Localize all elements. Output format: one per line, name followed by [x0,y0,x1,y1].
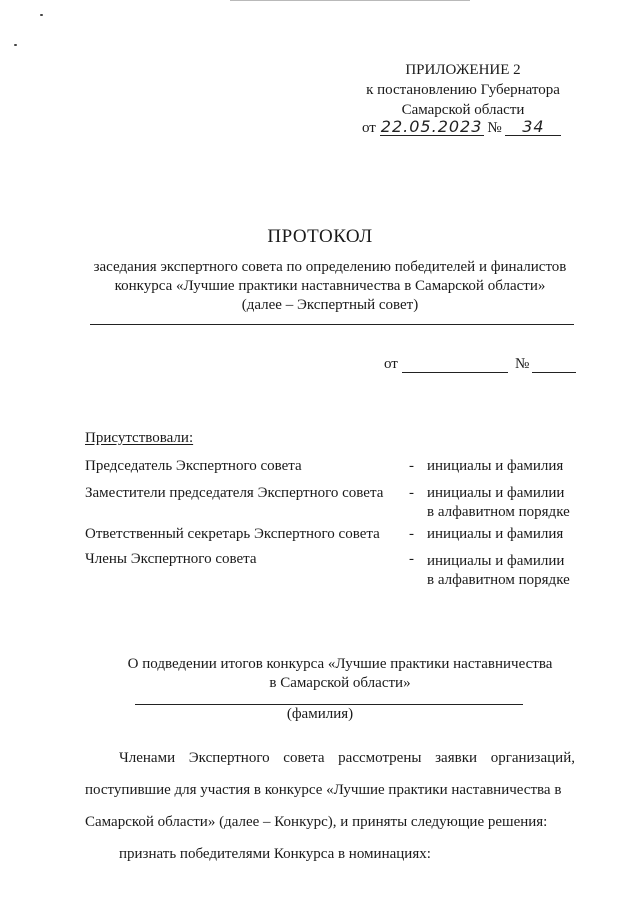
appendix-resolution-line: к постановлению Губернатора [366,82,560,98]
winners-paragraph [119,838,609,870]
attendance-dash: - [409,551,414,567]
attendance-value-deputies [427,484,570,522]
appendix-date-prefix: от [362,120,376,136]
subtitle-line-3: (далее – Экспертный совет) [241,297,419,313]
attendance-value-line: инициалы и фамилии [427,485,565,501]
attendance-value-line: в алфавитном порядке [427,504,570,520]
attendance-value-line: в алфавитном порядке [427,572,570,588]
paragraph-word: Членами [119,750,176,766]
attendance-value-line: инициалы и фамилии [427,553,565,569]
decision-paragraph [85,742,575,838]
title-underline [90,324,574,325]
attendance-dash: - [409,526,414,542]
meeting-number-blank[interactable] [532,372,576,373]
subtitle-line-1: заседания экспертного совета по определению победителей и финалистов [93,259,567,275]
document-subtitle [70,258,590,315]
attendance-value-line: инициалы и фамилия [427,458,564,474]
paragraph-word: Экспертного [188,750,270,766]
attendance-role-deputies: Заместители председателя Экспертного совета [85,485,384,501]
appendix-title: ПРИЛОЖЕНИЕ 2 [405,62,521,78]
appendix-region-line: Самарской области [401,102,525,118]
section-title-line-1: О подведении итогов конкурса «Лучшие практики наставничества [127,656,553,672]
attendance-value-line: инициалы и фамилия [427,526,564,542]
attendance-heading: Присутствовали: [85,430,194,446]
scan-speck [14,44,17,46]
paragraph-line-1 [85,742,575,774]
appendix-date-line [362,118,572,138]
section-title-line-2: в Самарской области» [269,675,411,691]
subtitle-line-2: конкурса «Лучшие практики наставничества в Самарской области» [114,278,546,294]
appendix-date-handwritten: 22.05.2023 [380,117,483,136]
attendance-value-members [427,552,570,590]
speaker-name-caption: (фамилия) [286,706,354,722]
winners-line: признать победителями Конкурса в номинациях: [119,846,431,862]
document-title: ПРОТОКОЛ [267,226,373,247]
paragraph-word: совета [283,750,325,766]
paragraph-line-3: Самарской области» (далее – Конкурс), и приняты следующие решения: [85,814,548,830]
appendix-number-handwritten: 34 [505,119,561,136]
attendance-value-secretary [427,525,563,544]
scan-speck [40,14,43,16]
attendance-value-chair [427,457,563,476]
paragraph-line-2: поступившие для участия в конкурсе «Лучшие практики наставничества в [85,782,562,798]
paragraph-word: заявки [435,750,478,766]
appendix-number-prefix: № [487,120,502,136]
attendance-role-members: Члены Экспертного совета [85,551,257,567]
attendance-dash: - [409,485,414,501]
meeting-date-prefix: от [384,356,398,372]
paragraph-word: организаций, [490,750,575,766]
attendance-role-secretary: Ответственный секретарь Экспертного совета [85,526,380,542]
section-title [70,655,610,693]
attendance-role-chair: Председатель Экспертного совета [85,458,302,474]
attendance-dash: - [409,458,414,474]
meeting-date-blank[interactable] [402,372,508,373]
appendix-block [340,60,586,120]
paragraph-word: рассмотрены [338,750,422,766]
speaker-name-blank[interactable] [135,704,523,705]
meeting-number-prefix: № [515,356,530,372]
scan-top-edge [230,0,470,1]
